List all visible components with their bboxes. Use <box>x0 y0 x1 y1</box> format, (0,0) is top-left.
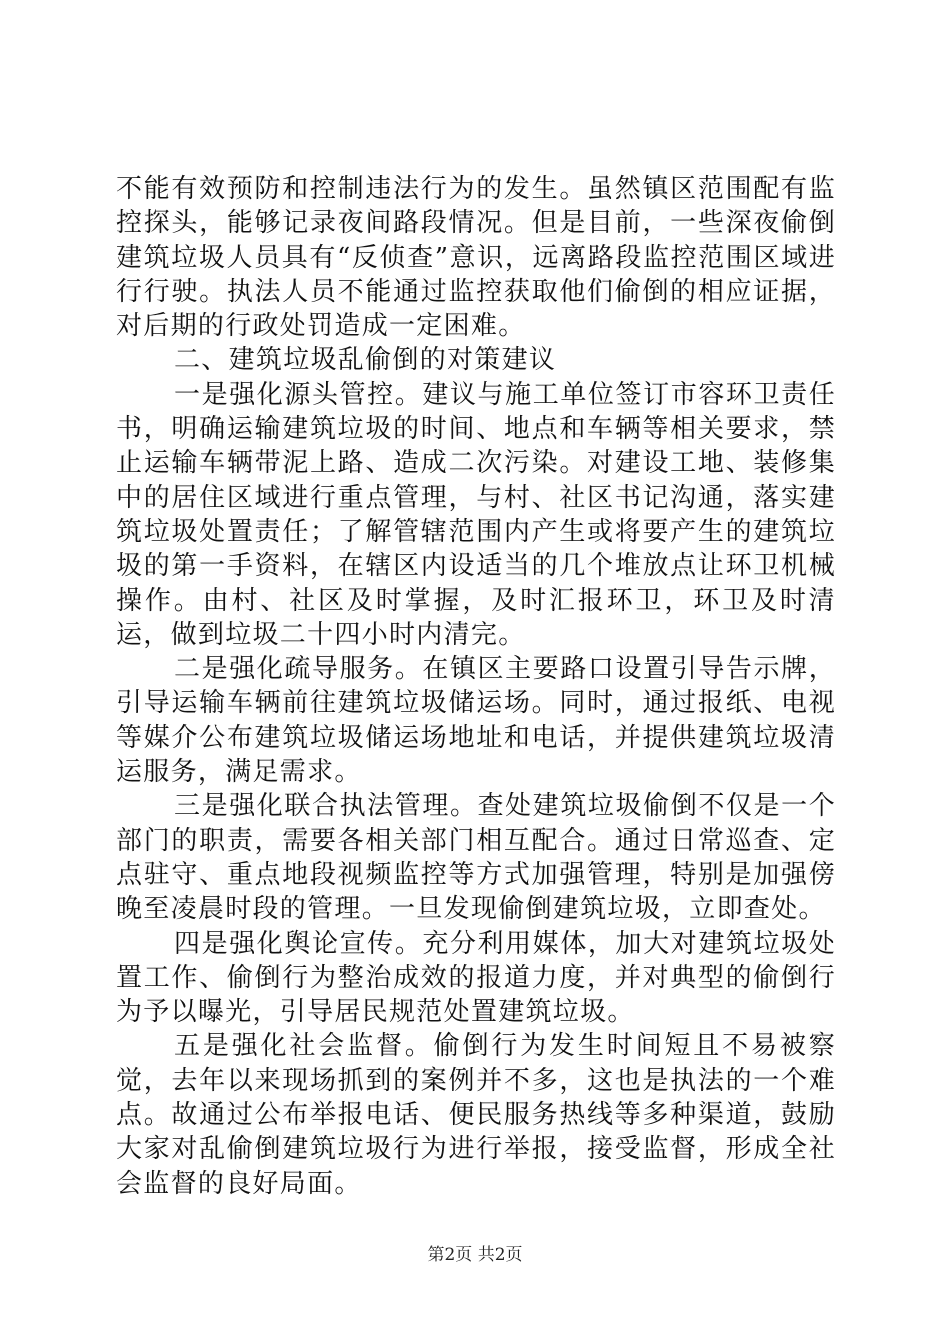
paragraph-source-control: 一是强化源头管控。建议与施工单位签订市容环卫责任书，明确运输建筑垃圾的时间、地点和车辆等相关要求，禁止运输车辆带泥上路、造成二次污染。对建设工地、装修集中的居住区域进行重点管理，与村、社区书记沟通，落实建筑垃圾处置责任；了解管辖范围内产生或将要产生的建筑垃圾的第一手资料，在辖区内设适当的几个堆放点让环卫机械操作。由村、社区及时掌握，及时汇报环卫，环卫及时清运，做到垃圾二十四小时内清完。 <box>116 379 836 650</box>
paragraph-social-supervision: 五是强化社会监督。偷倒行为发生时间短且不易被察觉，去年以来现场抓到的案例并不多，这也是执法的一个难点。故通过公布举报电话、便民服务热线等多种渠道，鼓励大家对乱偷倒建筑垃圾行为进行举报，接受监督，形成全社会监督的良好局面。 <box>116 1031 836 1199</box>
page-footer: 第2页 共2页 <box>427 1245 523 1265</box>
document-body <box>116 172 836 1201</box>
section-heading-countermeasures: 二、建筑垃圾乱偷倒的对策建议 <box>174 345 557 376</box>
paragraph-public-opinion: 四是强化舆论宣传。充分利用媒体，加大对建筑垃圾处置工作、偷倒行为整治成效的报道力度，并对典型的偷倒行为予以曝光，引导居民规范处置建筑垃圾。 <box>116 928 836 1028</box>
paragraph-continuation: 不能有效预防和控制违法行为的发生。虽然镇区范围配有监控探头，能够记录夜间路段情况。但是目前，一些深夜偷倒建筑垃圾人员具有“反侦查”意识，远离路段监控范围区域进行行驶。执法人员不能通过监控获取他们偷倒的相应证据，对后期的行政处罚造成一定困难。 <box>116 174 836 342</box>
paragraph-guidance-service: 二是强化疏导服务。在镇区主要路口设置引导告示牌，引导运输车辆前往建筑垃圾储运场。同时，通过报纸、电视等媒介公布建筑垃圾储运场地址和电话，并提供建筑垃圾清运服务，满足需求。 <box>116 654 836 788</box>
paragraph-joint-enforcement: 三是强化联合执法管理。查处建筑垃圾偷倒不仅是一个部门的职责，需要各相关部门相互配合。通过日常巡查、定点驻守、重点地段视频监控等方式加强管理，特别是加强傍晚至凌晨时段的管理。一旦发现偷倒建筑垃圾，立即查处。 <box>116 791 836 925</box>
